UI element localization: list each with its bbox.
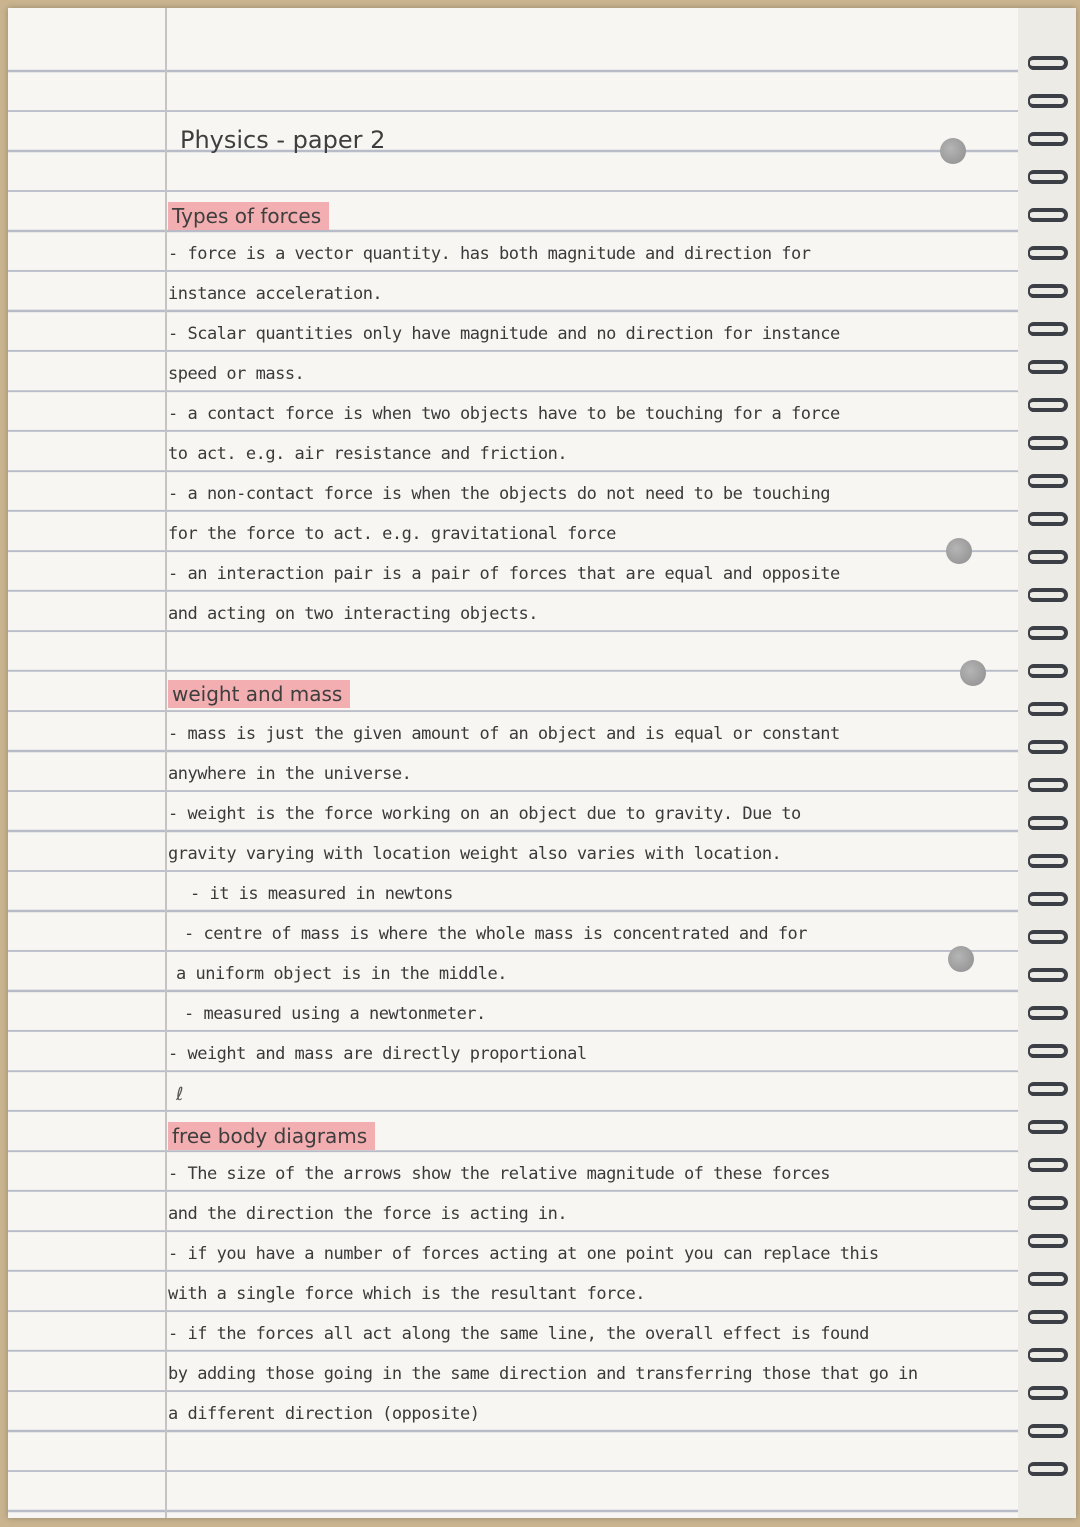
spiral-ring-icon: [1028, 322, 1068, 336]
spiral-ring-icon: [1028, 512, 1068, 526]
spiral-ring-icon: [1028, 360, 1068, 374]
spiral-ring-icon: [1028, 208, 1068, 222]
spiral-ring-icon: [1028, 1462, 1068, 1476]
spiral-ring-icon: [1028, 170, 1068, 184]
note-line: - weight is the force working on an object due to gravity. Due to: [168, 804, 801, 824]
note-line: - centre of mass is where the whole mass is concentrated and for: [184, 924, 808, 944]
note-line: - if you have a number of forces acting at one point you can replace this: [168, 1244, 879, 1264]
note-line: for the force to act. e.g. gravitational force: [168, 524, 616, 544]
spiral-ring-icon: [1028, 56, 1068, 70]
punch-hole-icon: [940, 138, 966, 164]
note-line: - a non-contact force is when the objects do not need to be touching: [168, 484, 830, 504]
note-line: - if the forces all act along the same line, the overall effect is found: [168, 1324, 869, 1344]
spiral-ring-icon: [1028, 1348, 1068, 1362]
spiral-ring-icon: [1028, 1310, 1068, 1324]
spiral-ring-icon: [1028, 1006, 1068, 1020]
spiral-ring-icon: [1028, 1424, 1068, 1438]
spiral-ring-icon: [1028, 550, 1068, 564]
spiral-ring-icon: [1028, 702, 1068, 716]
section-heading-types-of-forces: Types of forces: [168, 202, 329, 230]
note-line: and acting on two interacting objects.: [168, 604, 538, 624]
note-line: - force is a vector quantity. has both magnitude and direction for: [168, 244, 811, 264]
note-line: - measured using a newtonmeter.: [184, 1004, 486, 1024]
section-heading-free-body-diagrams: free body diagrams: [168, 1122, 375, 1150]
spiral-binding: [1018, 8, 1076, 1518]
spiral-ring-icon: [1028, 588, 1068, 602]
spiral-ring-icon: [1028, 284, 1068, 298]
spiral-ring-icon: [1028, 968, 1068, 982]
spiral-ring-icon: [1028, 778, 1068, 792]
note-line: and the direction the force is acting in.: [168, 1204, 568, 1224]
spiral-ring-icon: [1028, 816, 1068, 830]
spiral-ring-icon: [1028, 1120, 1068, 1134]
section-heading-weight-and-mass: weight and mass: [168, 680, 350, 708]
spiral-ring-icon: [1028, 1044, 1068, 1058]
note-line: - mass is just the given amount of an object and is equal or constant: [168, 724, 840, 744]
spiral-ring-icon: [1028, 474, 1068, 488]
note-line: - an interaction pair is a pair of forces that are equal and opposite: [168, 564, 840, 584]
spiral-ring-icon: [1028, 1234, 1068, 1248]
note-line: - weight and mass are directly proportional: [168, 1044, 587, 1064]
note-line: - The size of the arrows show the relative magnitude of these forces: [168, 1164, 830, 1184]
spiral-ring-icon: [1028, 740, 1068, 754]
spiral-ring-icon: [1028, 892, 1068, 906]
spiral-ring-icon: [1028, 664, 1068, 678]
spiral-ring-icon: [1028, 246, 1068, 260]
note-line: anywhere in the universe.: [168, 764, 412, 784]
note-line: to act. e.g. air resistance and friction.: [168, 444, 568, 464]
spiral-ring-icon: [1028, 1082, 1068, 1096]
note-line: - a contact force is when two objects have to be touching for a force: [168, 404, 840, 424]
spiral-ring-icon: [1028, 436, 1068, 450]
spiral-ring-icon: [1028, 1158, 1068, 1172]
spiral-ring-icon: [1028, 132, 1068, 146]
spiral-ring-icon: [1028, 854, 1068, 868]
page-title: Physics - paper 2: [180, 126, 386, 154]
notebook-page: [8, 8, 1076, 1518]
note-line: by adding those going in the same direction and transferring those that go in: [168, 1364, 918, 1384]
spiral-ring-icon: [1028, 398, 1068, 412]
note-line: instance acceleration.: [168, 284, 383, 304]
spiral-ring-icon: [1028, 930, 1068, 944]
spiral-ring-icon: [1028, 1272, 1068, 1286]
margin-line: [165, 8, 167, 1518]
spiral-ring-icon: [1028, 1196, 1068, 1210]
note-line: with a single force which is the resultant force.: [168, 1284, 646, 1304]
margin-mark: ℓ: [176, 1084, 184, 1105]
note-line: a different direction (opposite): [168, 1404, 480, 1424]
spiral-ring-icon: [1028, 626, 1068, 640]
note-line: gravity varying with location weight also varies with location.: [168, 844, 782, 864]
spiral-ring-icon: [1028, 1386, 1068, 1400]
punch-hole-icon: [960, 660, 986, 686]
spiral-ring-icon: [1028, 94, 1068, 108]
note-line: speed or mass.: [168, 364, 305, 384]
note-line: - it is measured in newtons: [190, 884, 453, 904]
note-line: - Scalar quantities only have magnitude and no direction for instance: [168, 324, 840, 344]
note-line: a uniform object is in the middle.: [176, 964, 507, 984]
